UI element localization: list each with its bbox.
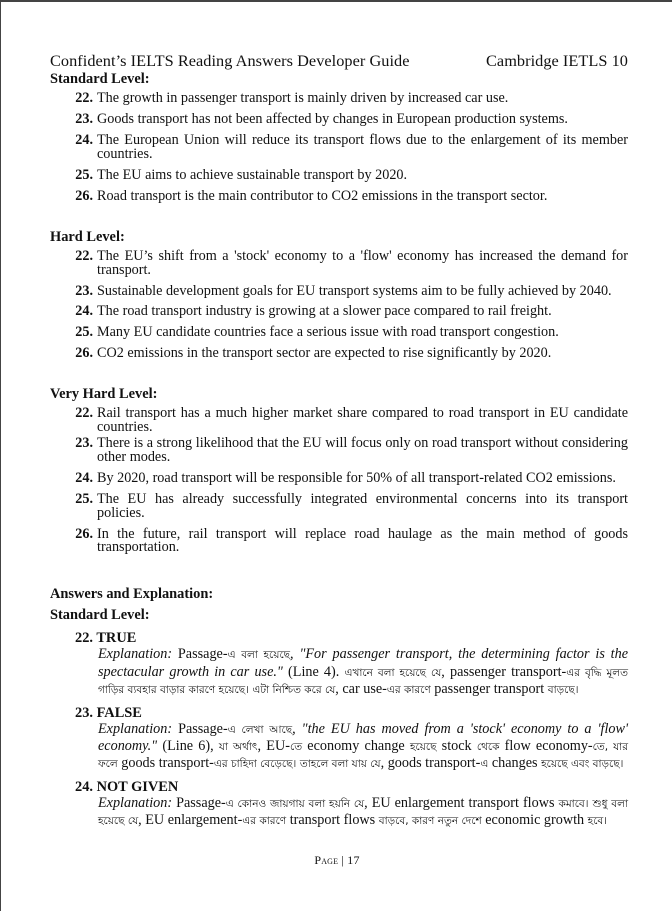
spacer (50, 211, 628, 229)
question-text: The growth in passenger transport is mainly driven by increased car use. (97, 90, 509, 106)
question-number: 22. (75, 247, 93, 264)
question-text: Rail transport has a much higher market share compared to road transport in EU candidate countries. (97, 405, 628, 436)
question-text: Sustainable development goals for EU transport systems aim to be fully achieved by 2040. (97, 282, 612, 299)
spacer (50, 368, 628, 386)
explanation-quote: "the EU has moved from a 'stock' economy to a 'flow' economy." (98, 720, 629, 754)
answer-heading: 24. NOT GIVEN (75, 778, 179, 795)
page-separator: | (338, 853, 348, 867)
question-number: 25. (75, 490, 93, 507)
question-text: The European Union will reduce its transport flows due to the enlargement of its member countries. (97, 131, 628, 162)
question-item (50, 326, 628, 340)
answer-heading: 22. TRUE (75, 630, 137, 647)
question-text: The EU has already successfully integrated environmental concerns into its transport policies. (97, 490, 628, 521)
level-heading: Standard Level: (50, 607, 150, 624)
question-text: The road transport industry is growing at a slower pace compared to rail freight. (97, 303, 552, 320)
explanation-pre: Passage-এ বলা হয়েছে, (177, 646, 300, 663)
explanation-quote: "For passenger transport, the determining factor is the spectacular growth in car use." (98, 646, 629, 680)
bengali-text: তে (289, 740, 303, 753)
question-number: 26. (75, 345, 93, 362)
question-item (50, 247, 628, 278)
question-item (50, 282, 628, 299)
explanation-label: Explanation: (98, 794, 173, 811)
question-number: 22. (75, 405, 93, 422)
question-number: 22. (75, 90, 93, 106)
bengali-text: শুধু বলা হয়েছে যে (98, 797, 628, 828)
answer-item (50, 630, 628, 698)
question-text: By 2020, road transport will be responsible for 50% of all transport-related CO2 emissions. (97, 469, 616, 486)
questions-standard-level (50, 71, 628, 204)
answer-explanation (75, 646, 628, 698)
bengali-text: এ বলা হয়েছে (227, 649, 291, 662)
question-item (50, 187, 628, 204)
question-list (50, 407, 628, 555)
bengali-text: হবে। (587, 815, 608, 828)
question-list (50, 92, 628, 204)
question-text: Road transport is the main contributor to CO2 emissions in the transport sector. (97, 187, 548, 204)
running-header (50, 51, 628, 71)
question-text: The EU aims to achieve sustainable transport by 2020. (97, 166, 408, 183)
bengali-text: বাড়ছে। (547, 684, 579, 697)
level-heading: Standard Level: (50, 71, 150, 87)
question-item (50, 469, 628, 486)
level-heading: Very Hard Level: (50, 386, 158, 403)
bengali-text: বাড়বে, কারণ নতুন দেশে (378, 815, 482, 828)
answer-item (50, 705, 628, 773)
question-text: Many EU candidate countries face a serious issue with road transport congestion. (97, 324, 559, 341)
bengali-text: এ (480, 758, 489, 771)
question-item (50, 437, 628, 465)
question-number: 24. (75, 131, 93, 148)
question-text: The EU’s shift from a 'stock' economy to a 'flow' economy has increased the demand for transport. (97, 247, 628, 278)
question-text: CO2 emissions in the transport sector are expected to rise significantly by 2020. (97, 345, 552, 362)
page-label: Page (314, 853, 339, 867)
answer-explanation (75, 721, 628, 773)
question-item (50, 347, 628, 361)
questions-hard-level (50, 229, 628, 362)
explanation-label: Explanation: (98, 646, 173, 663)
question-text: Goods transport has not been affected by changes in European production systems. (97, 110, 568, 127)
bengali-text: থেকে (476, 740, 500, 753)
page-number: 17 (347, 853, 360, 867)
explanation-post: (Line 6), যা অর্থাৎ, EU-তে economy change হয়েছে stock থেকে flow economy-তে, যার ফলে goods transport-এর চাহিদা বেড়েছে। তাহলে বলা যায় যে, goods transport-এ changes হয়েছে এবং বাড়ছে। (98, 737, 628, 772)
answer-explanation (75, 795, 628, 830)
answer-item (50, 779, 628, 830)
bengali-text: এটা নিশ্চিত করে যে (252, 684, 336, 697)
question-number: 23. (75, 110, 93, 127)
bengali-text: তাহলে বলা যায় যে (299, 758, 381, 771)
bengali-text: এর বৃদ্ধি মূলত গাড়ির ব্যবহার বাড়ার কারণে হয়েছে। (98, 666, 628, 697)
question-item (50, 110, 628, 127)
question-item (50, 166, 628, 183)
question-text: In the future, rail transport will replace road haulage as the main method of goods transportation. (97, 525, 628, 556)
bengali-text: হয়েছে (409, 740, 437, 753)
question-item (50, 525, 628, 556)
explanation-pre: Passage-এ লেখা আছে, (178, 720, 302, 737)
question-item (50, 305, 628, 319)
explanation-post: (Line 4). এখানে বলা হয়েছে যে, passenger transport-এর বৃদ্ধি মূলত গাড়ির ব্যবহার বাড়ার কারণে হয়েছে। এটা নিশ্চিত করে যে, car use-এর কারণে passenger transport বাড়ছে। (98, 663, 628, 698)
bengali-text: এর চাহিদা বেড়েছে। (213, 758, 297, 771)
answers-title: Answers and Explanation: (50, 586, 214, 603)
questions-very-hard-level (50, 386, 628, 555)
question-number: 25. (75, 324, 93, 341)
question-item (50, 92, 628, 106)
question-number: 26. (75, 187, 93, 204)
header-book-title: Cambridge IETLS 10 (486, 51, 628, 70)
header-guide-title: Confident’s IELTS Reading Answers Developer Guide (50, 51, 410, 70)
question-text: There is a strong likelihood that the EU will focus only on road transport without considering other modes. (97, 435, 628, 465)
bengali-text: এর কারণে (242, 815, 287, 828)
question-number: 23. (75, 435, 93, 452)
bengali-text: কমাবে। (558, 797, 589, 810)
question-number: 24. (75, 469, 93, 486)
question-number: 24. (75, 303, 93, 320)
question-number: 25. (75, 166, 93, 183)
page-content (50, 71, 628, 830)
bengali-text: এখানে বলা হয়েছে যে (344, 666, 442, 679)
explanation-pre: Passage-এ কোনও জায়গায় বলা হয়নি যে, EU enlargement transport flows কমাবে। শুধু বলা হয়েছে যে, EU enlargement-এর কারণে transport flows বাড়বে, কারণ নতুন দেশে economic growth হবে। (98, 794, 628, 829)
question-item (50, 131, 628, 162)
question-item (50, 490, 628, 521)
level-heading: Hard Level: (50, 228, 125, 245)
bengali-text: এর কারণে (386, 684, 431, 697)
question-number: 23. (75, 282, 93, 299)
answer-heading: 23. FALSE (75, 704, 142, 721)
answers-section (50, 586, 628, 829)
spacer (50, 562, 628, 580)
bengali-text: এ লেখা আছে (227, 723, 293, 736)
bengali-text: হয়েছে এবং বাড়ছে। (541, 758, 624, 771)
question-item (50, 407, 628, 435)
question-list (50, 247, 628, 362)
explanation-label: Explanation: (98, 720, 173, 737)
bengali-text: এ কোনও জায়গায় বলা হয়নি যে (225, 797, 365, 810)
bengali-text: যা অর্থাৎ (218, 740, 258, 753)
bengali-text: তে, যার ফলে (98, 740, 628, 771)
page-footer (1, 853, 672, 868)
question-number: 26. (75, 525, 93, 542)
